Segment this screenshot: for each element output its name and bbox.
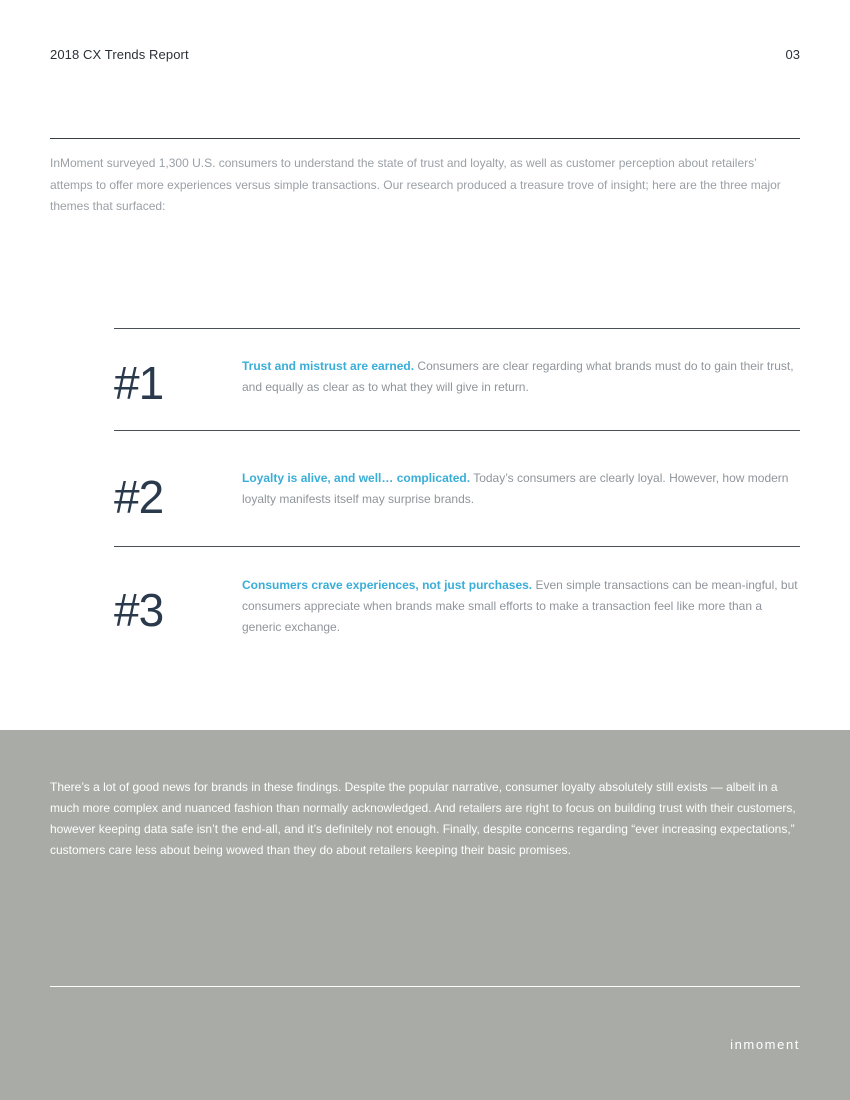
theme-1-body: Consumers are clear regarding what brands must do to gain their trust, and equally as clear as to what they will give in return.	[242, 359, 794, 394]
page-number: 03	[785, 47, 800, 62]
theme-1-divider	[114, 328, 800, 329]
report-title: 2018 CX Trends Report	[50, 47, 189, 62]
theme-3-text	[242, 575, 802, 638]
theme-2-divider	[114, 430, 800, 431]
summary-paragraph: There’s a lot of good news for brands in these findings. Despite the popular narrative, consumer loyalty absolutely still exists — albeit in a much more complex and nuanced fashion than normally acknowledged. And retailers are right to focus on building trust with their customers, however keeping data safe isn’t the end-all, and it’s definitely not enough. Finally, despite concerns regarding “ever increasing expectations,” customers care less about being wowed than they do about retailers keeping their basic promises.	[50, 780, 796, 857]
theme-1-text	[242, 356, 802, 398]
theme-3-number: #3	[114, 584, 164, 636]
theme-2-text	[242, 468, 802, 510]
summary-section	[0, 730, 850, 1100]
intro-divider	[50, 138, 800, 139]
theme-2-number: #2	[114, 471, 164, 523]
theme-3-lead: Consumers crave experiences, not just purchases.	[242, 578, 533, 592]
theme-1-number: #1	[114, 357, 164, 409]
theme-2-lead: Loyalty is alive, and well… complicated.	[242, 471, 471, 485]
intro-paragraph: InMoment surveyed 1,300 U.S. consumers to understand the state of trust and loyalty, as well as customer perception about retailers’ attemps to offer more experiences versus simple transactions. Our research produced a treasure trove of insight; here are the three major themes that surfaced:	[50, 156, 781, 213]
footer-divider	[50, 986, 800, 987]
theme-3-divider	[114, 546, 800, 547]
inmoment-logo: inmoment	[730, 1037, 800, 1052]
theme-3-body: Even simple transactions can be mean-ingful, but consumers appreciate when brands make small efforts to make a transaction feel like more than a generic exchange.	[242, 578, 798, 634]
theme-1-lead: Trust and mistrust are earned.	[242, 359, 415, 373]
theme-2-body: Today’s consumers are clearly loyal. However, how modern loyalty manifests itself may surprise brands.	[242, 471, 789, 506]
